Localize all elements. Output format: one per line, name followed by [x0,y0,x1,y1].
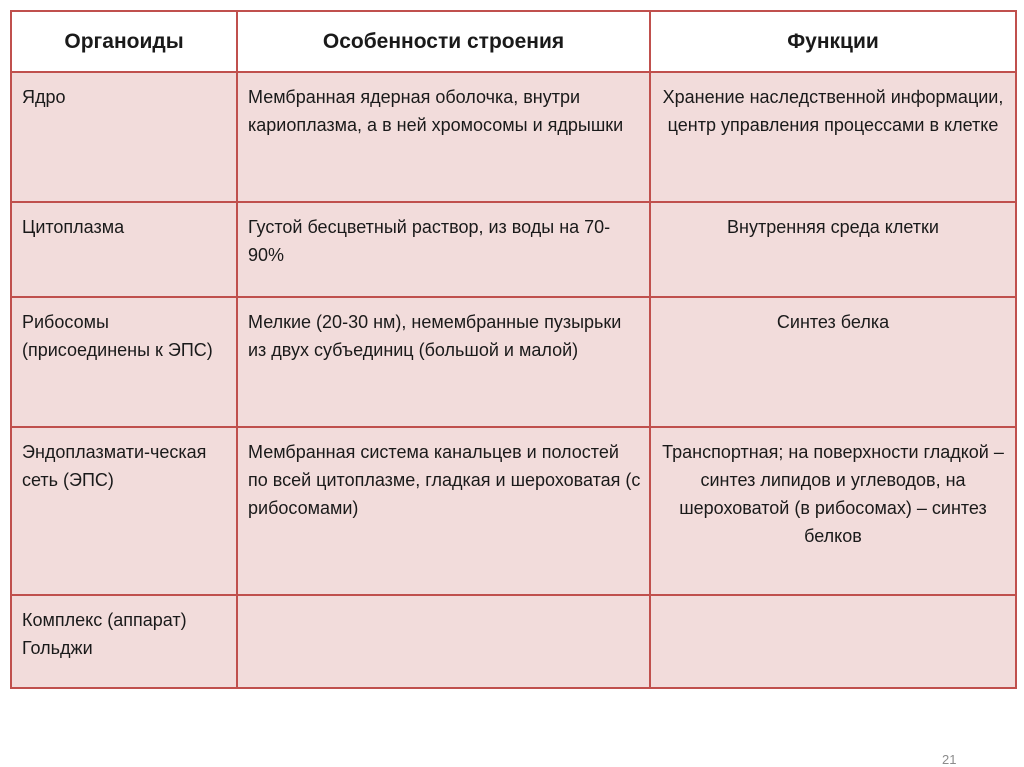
page-number: 21 [942,752,957,767]
organoid-cell: Ядро [11,72,237,202]
function-cell: Внутренняя среда клетки [650,202,1016,297]
table-row [11,427,1016,595]
structure-cell [237,595,650,688]
structure-cell: Мембранная система канальцев и полостей по всей цитоплазме, гладкая и шероховатая (с рибосомами) [237,427,650,595]
organoid-cell: Рибосомы (присоединены к ЭПС) [11,297,237,427]
structure-cell: Мембранная ядерная оболочка, внутри кариоплазма, а в ней хромосомы и ядрышки [237,72,650,202]
organoid-cell: Цитоплазма [11,202,237,297]
organoids-table [10,10,1017,689]
header-organoids: Органоиды [11,11,237,72]
function-cell: Хранение наследственной информации, центр управления процессами в клетке [650,72,1016,202]
organoid-cell: Эндоплазмати-ческая сеть (ЭПС) [11,427,237,595]
structure-cell: Густой бесцветный раствор, из воды на 70-90% [237,202,650,297]
function-cell: Транспортная; на поверхности гладкой – синтез липидов и углеводов, на шероховатой (в рибосомах) – синтез белков [650,427,1016,595]
header-functions: Функции [650,11,1016,72]
structure-cell: Мелкие (20-30 нм), немембранные пузырьки из двух субъединиц (большой и малой) [237,297,650,427]
function-cell [650,595,1016,688]
header-structure: Особенности строения [237,11,650,72]
table-row [11,297,1016,427]
function-cell: Синтез белка [650,297,1016,427]
table-row [11,72,1016,202]
table-row [11,595,1016,688]
organoid-cell: Комплекс (аппарат) Гольджи [11,595,237,688]
table-header-row [11,11,1016,72]
table-row [11,202,1016,297]
